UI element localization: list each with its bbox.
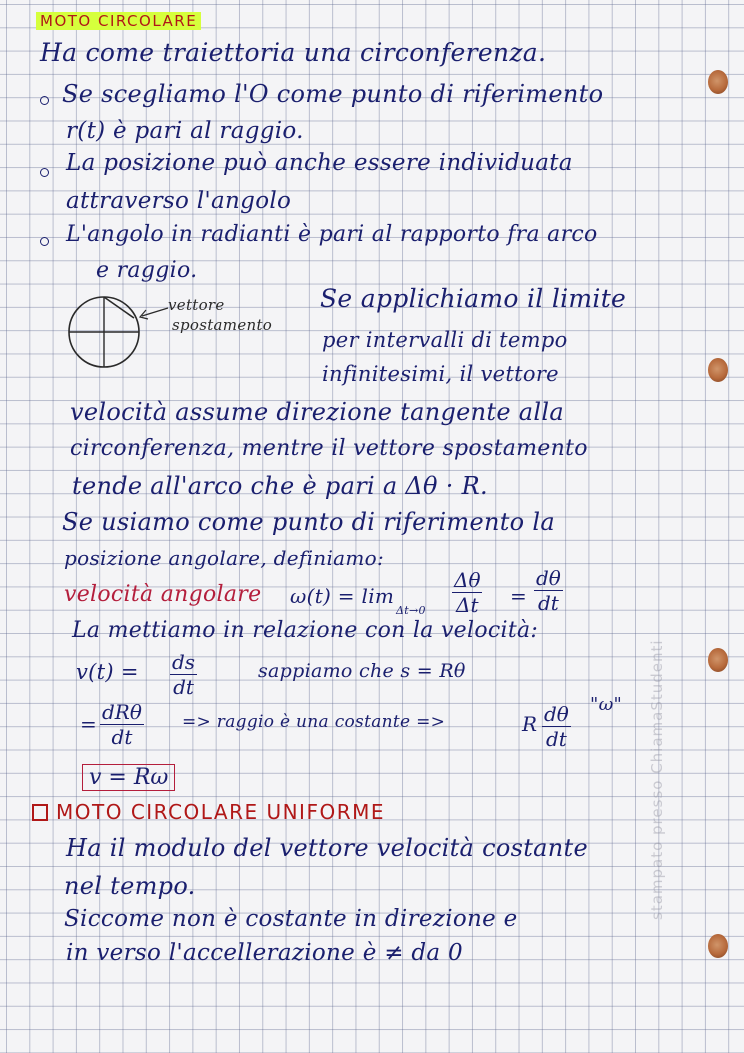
text-line: Se usiamo come punto di riferimento la — [62, 508, 555, 536]
binder-hole-icon — [708, 648, 728, 672]
bullet-icon — [40, 168, 49, 177]
text-line: La posizione può anche essere individuata — [66, 150, 573, 176]
bullet-icon — [40, 237, 49, 246]
section-title-moto-circolare: MOTO CIRCOLARE — [36, 12, 201, 30]
label-arrow — [142, 308, 168, 316]
text-line: La mettiamo in relazione con la velocità: — [72, 618, 539, 643]
text-line: posizione angolare, definiamo: — [64, 546, 385, 570]
velocity-formula: v(t) = — [76, 660, 139, 684]
fraction-dR-theta-dt: dRθ dt — [102, 700, 142, 749]
text-line: L'angolo in radianti è pari al rapporto fra arco — [66, 222, 598, 247]
omega-annotation: "ω" — [590, 694, 623, 715]
text-line: r(t) è pari al raggio. — [66, 118, 304, 144]
binder-hole-icon — [708, 934, 728, 958]
circle-displacement-diagram — [60, 290, 180, 376]
text-line: Ha il modulo del vettore velocità costante — [66, 834, 588, 862]
angular-velocity-label: velocità angolare — [64, 582, 262, 607]
text-line: Siccome non è costante in direzione e — [64, 906, 518, 932]
angular-velocity-formula: ω(t) = lim — [290, 584, 395, 608]
result-box: v = Rω — [82, 764, 175, 791]
text-line: infinitesimi, il vettore — [322, 362, 559, 386]
fraction-d-theta-dt: $\frac{d\theta}{dt}$ — [536, 566, 561, 615]
diagram-label: spostamento — [172, 316, 273, 334]
text-line: e raggio. — [96, 258, 198, 283]
text-line: R — [522, 712, 538, 736]
fraction-ds-dt: $\frac{ds}{dt}$ — [172, 650, 196, 699]
text-line: tende all'arco che è pari a Δθ · R. — [72, 472, 488, 500]
fraction-delta-theta-delta-t: $\frac{\Delta\theta}{\Delta t}$ — [454, 568, 481, 617]
bullet-icon — [40, 96, 49, 105]
fraction-d-theta-dt-2: $\frac{d\theta}{dt}$ — [544, 702, 569, 751]
checkbox-icon — [32, 804, 48, 821]
text-line: Ha come traiettoria una circonferenza. — [40, 38, 547, 67]
section-title-moto-circolare-uniforme: MOTO CIRCOLARE UNIFORME — [56, 800, 385, 824]
diagram-label: vettore — [168, 296, 225, 314]
text-line: circonferenza, mentre il vettore spostamento — [70, 436, 588, 461]
binder-hole-icon — [708, 70, 728, 94]
text-line: Se scegliamo l'O come punto di riferimento — [62, 80, 604, 108]
text-line: in verso l'accellerazione è ≠ da 0 — [66, 940, 463, 966]
watermark: stampato presso ChiamaStudenti — [648, 639, 666, 920]
limit-subscript: Δt→0 — [396, 604, 426, 617]
text-line: Se applichiamo il limite — [320, 284, 627, 313]
text-line: nel tempo. — [64, 872, 196, 900]
text-line: velocità assume direzione tangente alla — [70, 398, 564, 426]
text-line: => raggio è una costante => — [182, 712, 446, 732]
text-line: per intervalli di tempo — [322, 328, 568, 352]
binder-hole-icon — [708, 358, 728, 382]
text-line: attraverso l'angolo — [66, 188, 292, 214]
text-line: sappiamo che s = Rθ — [258, 660, 466, 682]
equals-sign: = — [80, 712, 98, 736]
equals-sign: = — [510, 584, 528, 608]
